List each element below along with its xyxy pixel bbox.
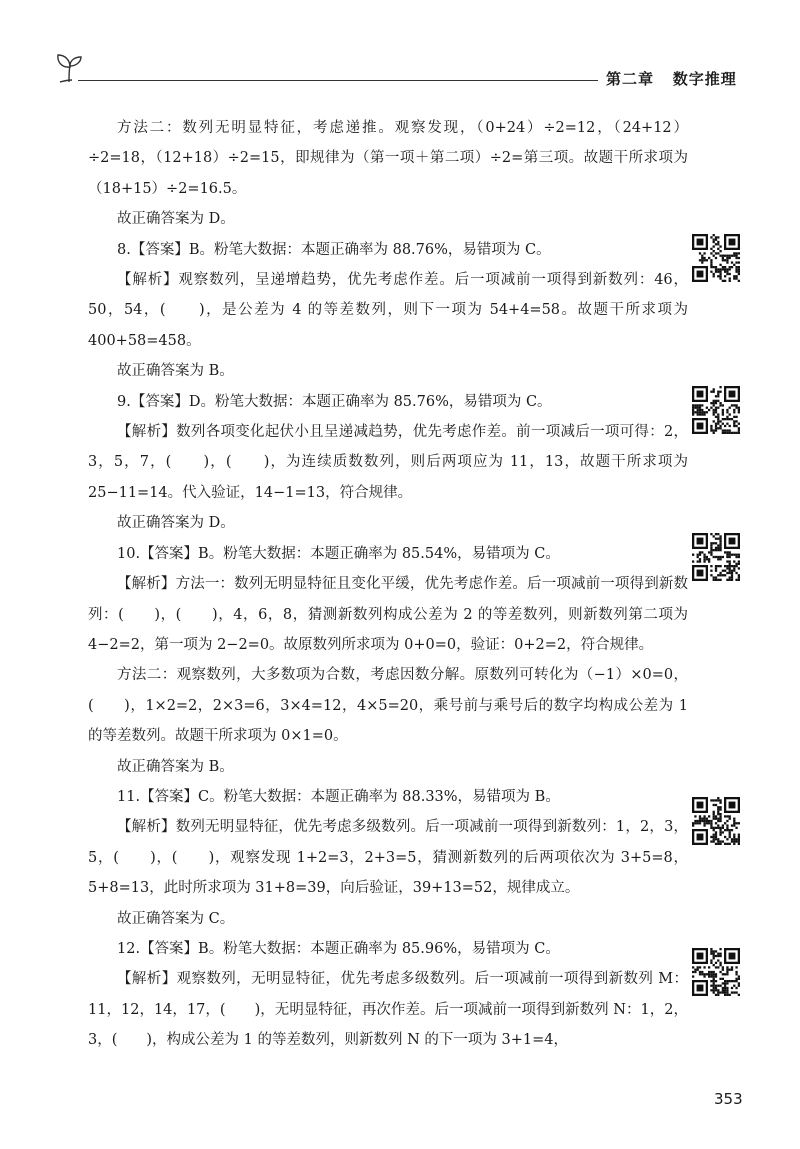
chapter-title: 数字推理 bbox=[672, 70, 737, 88]
sprout-icon bbox=[52, 50, 86, 84]
answer-line: 10.【答案】B。粉笔大数据：本题正确率为 85.54%，易错项为 C。 bbox=[117, 545, 560, 562]
conclusion: 故正确答案为 B。 bbox=[117, 363, 234, 380]
page-number: 353 bbox=[714, 1090, 743, 1108]
chapter-label: 第二章 bbox=[606, 70, 655, 88]
analysis: 【解析】数列各项变化起伏小且呈递减趋势，优先考虑作差。前一项减后一项可得：2，3，5，7，( )，( )，为连续质数数列，则后两项应为 11，13，故题干所求项为 25−11=14。代入验证，14−1=13，符合规律。 bbox=[88, 424, 688, 501]
conclusion: 故正确答案为 C。 bbox=[117, 910, 235, 927]
answer-line: 9.【答案】D。粉笔大数据：本题正确率为 85.76%，易错项为 C。 bbox=[117, 393, 552, 410]
qr-code-icon[interactable] bbox=[692, 797, 740, 845]
conclusion: 故正确答案为 D。 bbox=[117, 515, 235, 532]
running-header bbox=[606, 68, 737, 89]
paragraph: 方法二：数列无明显特征，考虑递推。观察发现，（0+24）÷2=12，（24+12）÷2=18，（12+18）÷2=15，即规律为（第一项＋第二项）÷2=第三项。故题干所求项为（18+15）÷2=16.5。 bbox=[88, 120, 688, 197]
header-rule bbox=[78, 80, 598, 81]
qr-code-icon[interactable] bbox=[692, 234, 740, 282]
analysis: 方法二：观察数列，大多数项为合数，考虑因数分解。原数列可转化为（−1）×0=0，( )，1×2=2，2×3=6，3×4=12，4×5=20，乘号前与乘号后的数字均构成公差为 1 的等差数列。故题干所求项为 0×1=0。 bbox=[88, 667, 688, 745]
qr-code-icon[interactable] bbox=[692, 948, 740, 996]
analysis: 【解析】观察数列，无明显特征，优先考虑多级数列。后一项减前一项得到新数列 M：11，12，14，17，( )，无明显特征，再次作差。后一项减前一项得到新数列 N：1，2，3，( )，构成公差为 1 的等差数列，则新数列 N 的下一项为 3+1=4， bbox=[88, 971, 688, 1049]
analysis: 【解析】方法一：数列无明显特征且变化平缓，优先考虑作差。后一项减前一项得到新数列：( )，( )，4，6，8，猜测新数列构成公差为 2 的等差数列，则新数列第二项为 4−2=2，第一项为 2−2=0。故原数列所求项为 0+0=0，验证：0+2=2，符合规律。 bbox=[88, 576, 688, 653]
answer-body bbox=[88, 113, 688, 1056]
conclusion: 故正确答案为 D。 bbox=[117, 211, 235, 228]
answer-line: 12.【答案】B。粉笔大数据：本题正确率为 85.96%，易错项为 C。 bbox=[117, 940, 560, 957]
qr-code-icon[interactable] bbox=[692, 533, 740, 581]
qr-code-icon[interactable] bbox=[692, 386, 740, 434]
answer-line: 8.【答案】B。粉笔大数据：本题正确率为 88.76%，易错项为 C。 bbox=[117, 241, 551, 258]
analysis: 【解析】观察数列，呈递增趋势，优先考虑作差。后一项减前一项得到新数列：46，50，54，( )，是公差为 4 的等差数列，则下一项为 54+4=58。故题干所求项为 400+58=458。 bbox=[88, 272, 688, 349]
conclusion: 故正确答案为 B。 bbox=[117, 758, 234, 775]
analysis: 【解析】数列无明显特征，优先考虑多级数列。后一项减前一项得到新数列：1，2，3，5，( )，( )，观察发现 1+2=3，2+3=5，猜测新数列的后两项依次为 3+5=8，5+8=13，此时所求项为 31+8=39，向后验证，39+13=52，规律成立。 bbox=[88, 819, 688, 897]
answer-line: 11.【答案】C。粉笔大数据：本题正确率为 88.33%，易错项为 B。 bbox=[117, 788, 560, 805]
